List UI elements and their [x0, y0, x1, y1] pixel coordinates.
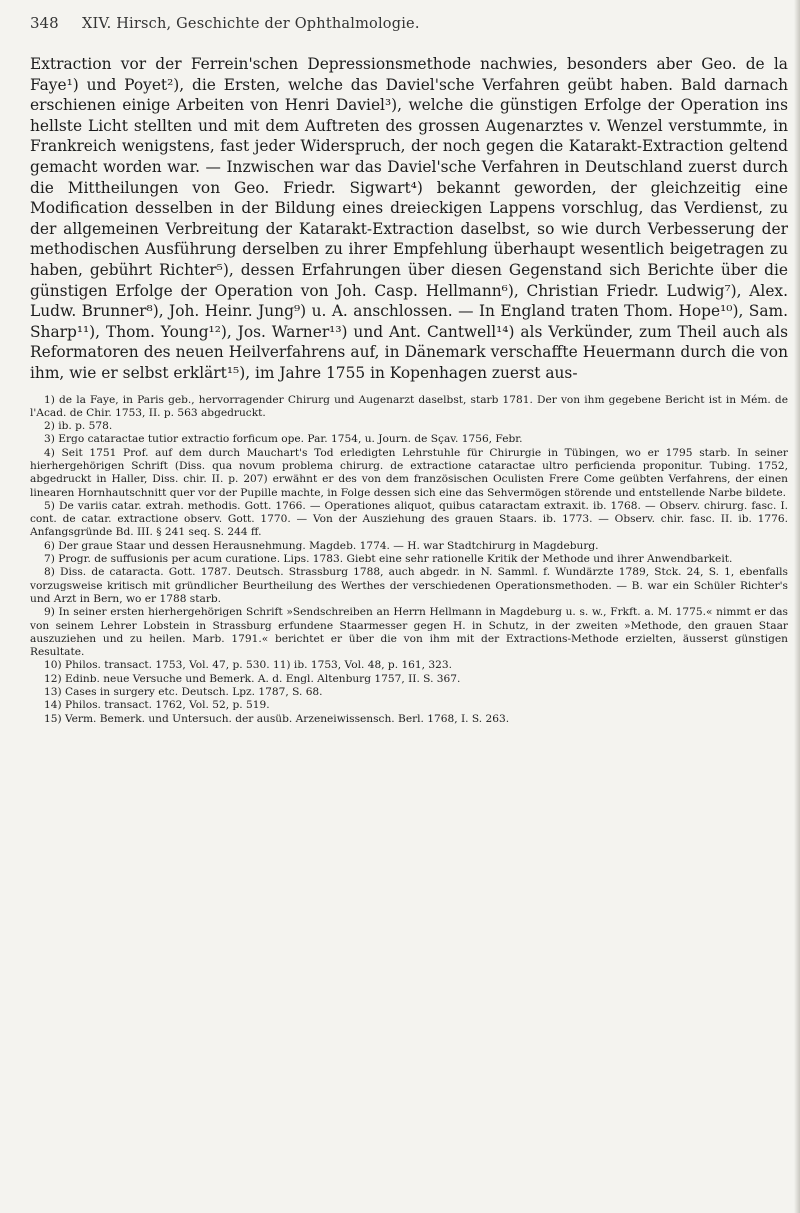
page-edge-shadow — [794, 0, 800, 1213]
footnote-13: 13) Cases in surgery etc. Deutsch. Lpz. 1787, S. 68. — [44, 686, 323, 699]
footnote-4: 4) Seit 1751 Prof. auf dem durch Mauchart's Tod erledigten Lehrstuhle für Chirurgie in Tübingen, wo er 1795 starb. In seiner hierhergehörigen Schrift (Diss. qua novum problema chirurg. de extractione cataractae ultro perficienda proponitur. Tubing. 1752, abgedruckt in Haller, Diss. chir. II. p. 207) erwähnt er des von dem französischen Oculisten Frere Come geübten Verfahrens, der einen linearen Hornhautschnitt quer vor der Pupille machte, in Folge dessen sich eine das Sehvermögen störende und entstellende Narbe bildete. — [30, 446, 788, 499]
running-title: XIV. Hirsch, Geschichte der Ophthalmologie. — [82, 16, 420, 32]
footnote-3: 3) Ergo cataractae tutior extractio forficum ope. Par. 1754, u. Journ. de Sçav. 1756, Febr. — [44, 433, 523, 446]
page-number: 348 — [30, 14, 59, 32]
footnote-12: 12) Edinb. neue Versuche und Bemerk. A. d. Engl. Altenburg 1757, II. S. 367. — [44, 672, 461, 685]
main-text — [30, 54, 788, 384]
footnote-10-11: 10) Philos. transact. 1753, Vol. 47, p. 530. 11) ib. 1753, Vol. 48, p. 161, 323. — [44, 659, 452, 672]
footnote-8: 8) Diss. de cataracta. Gott. 1787. Deutsch. Strassburg 1788, auch abgedr. in N. Samml. f. Wundärzte 1789, Stck. 24, S. 1, ebenfalls vorzugsweise kritisch mit gründlicher Beurtheilung des Werthes der verschiedenen Operationsmethoden. — B. war ein Schüler Richter's und Arzt in Bern, wo er 1788 starb. — [30, 566, 788, 605]
book-page — [30, 14, 788, 726]
footnote-6: 6) Der graue Staar und dessen Herausnehmung. Magdeb. 1774. — H. war Stadtchirurg in Magdeburg. — [44, 539, 599, 552]
footnotes — [30, 394, 788, 726]
footnote-7: 7) Progr. de suffusionis per acum curatione. Lips. 1783. Giebt eine sehr rationelle Kritik der Methode und ihrer Anwendbarkeit. — [44, 553, 733, 566]
footnote-9: 9) In seiner ersten hierhergehörigen Schrift »Sendschreiben an Herrn Hellmann in Magdeburg u. s. w., Frkft. a. M. 1775.« nimmt er das von seinem Lehrer Lobstein in Strassburg erfundene Staarmesser gegen H. in Schutz, in der zweiten »Methode, den grauen Staar auszuziehen und zu heilen. Marb. 1791.« berichtet er über die von ihm mit der Extractions-Methode erzielten, äusserst günstigen Resultate. — [30, 606, 788, 659]
footnote-2: 2) ib. p. 578. — [44, 420, 113, 433]
footnote-14: 14) Philos. transact. 1762, Vol. 52, p. 519. — [44, 699, 270, 712]
footnote-15: 15) Verm. Bemerk. und Untersuch. der ausüb. Arzeneiwissensch. Berl. 1768, I. S. 263. — [44, 712, 510, 725]
running-header — [30, 14, 788, 40]
footnote-1: 1) de la Faye, in Paris geb., hervorragender Chirurg und Augenarzt daselbst, starb 1781. Der von ihm gegebene Bericht ist in Mém. de l'Acad. de Chir. 1753, II. p. 563 abgedruckt. — [30, 393, 788, 419]
main-paragraph: Extraction vor der Ferrein'schen Depressionsmethode nachwies, besonders aber Geo. de la Faye¹) und Poyet²), die Ersten, welche das Daviel'sche Verfahren geübt haben. Bald darnach erschienen einige Arbeiten von Henri Daviel³), welche die günstigen Erfolge der Operation ins hellste Licht stellten und mit dem Auftreten des grossen Augenarztes v. Wenzel verstummte, in Frankreich wenigstens, fast jeder Widerspruch, der noch gegen die Katarakt-Extraction geltend gemacht worden war. — Inzwischen war das Daviel'sche Verfahren in Deutschland zuerst durch die Mittheilungen von Geo. Friedr. Sigwart⁴) bekannt geworden, der gleichzeitig eine Modification desselben in der Bildung eines dreieckigen Lappens vorschlug, das Verdienst, zu der allgemeinen Verbreitung der Katarakt-Extraction daselbst, so wie durch Verbesserung der methodischen Ausführung derselben zu ihrer Empfehlung überhaupt wesentlich beigetragen zu haben, gebührt Richter⁵), dessen Erfahrungen über diesen Gegenstand sich Berichte über die günstigen Erfolge der Operation von Joh. Casp. Hellmann⁶), Christian Friedr. Ludwig⁷), Alex. Ludw. Brunner⁸), Joh. Heinr. Jung⁹) u. A. anschlossen. — In England traten Thom. Hope¹⁰), Sam. Sharp¹¹), Thom. Young¹²), Jos. Warner¹³) und Ant. Cantwell¹⁴) als Verkünder, zum Theil auch als Reformatoren des neuen Heilverfahrens auf, in Dänemark verschaffte Heuermann durch die von ihm, wie er selbst erklärt¹⁵), im Jahre 1755 in Kopenhagen zuerst aus- — [30, 55, 788, 382]
footnote-5: 5) De variis catar. extrah. methodis. Gott. 1766. — Operationes aliquot, quibus cataractam extraxit. ib. 1768. — Observ. chirurg. fasc. I. cont. de catar. extractione observ. Gott. 1770. — Von der Ausziehung des grauen Staars. ib. 1773. — Observ. chir. fasc. II. ib. 1776. Anfangsgründe Bd. III. § 241 seq. S. 244 ff. — [30, 499, 788, 539]
